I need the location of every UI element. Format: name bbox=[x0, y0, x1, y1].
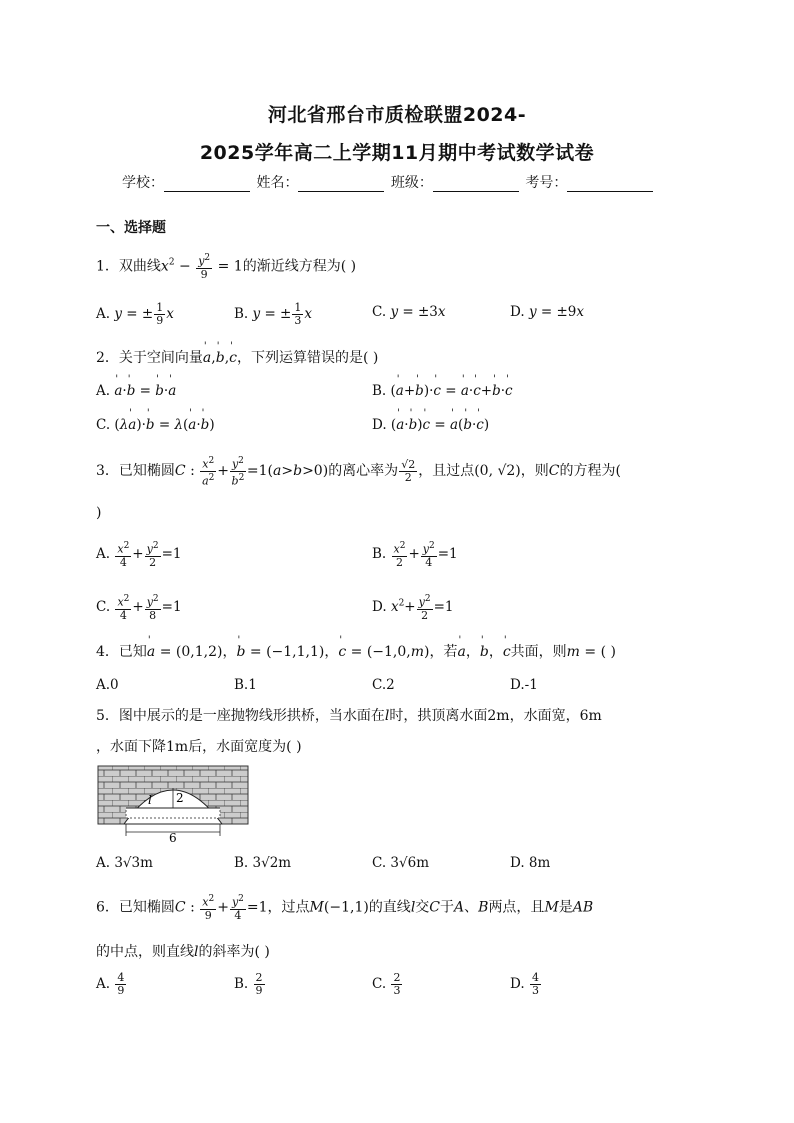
q1-prefix: 1．双曲线 bbox=[96, 258, 161, 275]
name-blank[interactable] bbox=[298, 177, 384, 192]
q4-option-c[interactable]: C.2 bbox=[372, 677, 395, 693]
question-3-stem: 3．已知椭圆C : $\frac{x^2}{a^2}$ + $\frac{y^2}{b^2}$ =1(a>b>0)的离心率为 $\frac{√2}{2}$ ，且过点(0, √2)，则C的方程为( bbox=[96, 456, 621, 488]
arch-bridge-figure bbox=[96, 764, 250, 844]
q3-option-c[interactable]: C. $\frac{x^2}{4}$ + $\frac{y^2}{8}$ =1 bbox=[96, 594, 182, 622]
q2-option-b[interactable]: B. (' a+' b)·' c = ' a·' c+' b·' c bbox=[372, 383, 513, 399]
q3-option-b[interactable]: B. $\frac{x^2}{2}$ + $\frac{y^2}{4}$ =1 bbox=[372, 541, 458, 569]
question-1-stem: 1．双曲线$x^2$ − $\frac{y^2}{9}$ = 1的渐近线方程为( ) bbox=[96, 253, 357, 281]
title-line-2: 2025学年高二上学期11月期中考试数学试卷 bbox=[199, 142, 595, 164]
q1-option-d[interactable]: D. y = ±9x bbox=[510, 304, 584, 320]
name-label: 姓名： bbox=[256, 175, 299, 191]
height-label: 2 bbox=[176, 791, 184, 805]
q1-option-b[interactable]: B. y = ± $\frac{1}{3}$ x bbox=[234, 301, 312, 327]
class-blank[interactable] bbox=[433, 177, 519, 192]
exam-number-label: 考号： bbox=[525, 175, 568, 191]
q2-prefix: 2．关于空间向量 bbox=[96, 350, 203, 366]
question-6-line-2: 的中点，则直线l的斜率为( ) bbox=[96, 944, 270, 960]
q5-option-d[interactable]: D. 8m bbox=[510, 855, 551, 871]
section-heading: 一、选择题 bbox=[96, 220, 166, 236]
q5-option-b[interactable]: B. 3√2m bbox=[234, 855, 292, 871]
water-line-label: l bbox=[148, 793, 152, 807]
q2-option-d[interactable]: D. (' a·' b)' c = ' a(' b·' c) bbox=[372, 417, 489, 433]
q1-option-a[interactable]: A. y = ± $\frac{1}{9}$ x bbox=[96, 301, 174, 327]
q3-stem-line-2: ) bbox=[96, 505, 102, 521]
school-blank[interactable] bbox=[164, 177, 250, 192]
q4-prefix: 4．已知 bbox=[96, 644, 147, 660]
q6-option-a[interactable]: A. $\frac{4}{9}$ bbox=[96, 971, 125, 997]
title-line-1: 河北省邢台市质检联盟2024- bbox=[267, 104, 527, 126]
q2-suffix: ，下列运算错误的是( ) bbox=[237, 350, 379, 366]
q6-option-b[interactable]: B. $\frac{2}{9}$ bbox=[234, 971, 263, 997]
q4-option-b[interactable]: B.1 bbox=[234, 677, 257, 693]
water-surface bbox=[126, 808, 220, 818]
q3-option-a[interactable]: A. $\frac{x^2}{4}$ + $\frac{y^2}{2}$ =1 bbox=[96, 541, 182, 569]
school-label: 学校： bbox=[122, 175, 164, 191]
question-5-line-2: ，水面下降1m后，水面宽度为( ) bbox=[96, 739, 302, 755]
q6-option-c[interactable]: C. $\frac{2}{3}$ bbox=[372, 971, 401, 997]
q4-option-a[interactable]: A.0 bbox=[96, 677, 119, 693]
q3-option-d[interactable]: D. $x^2+$ $\frac{y^2}{2}$ =1 bbox=[372, 594, 454, 622]
width-label: 6 bbox=[169, 831, 177, 844]
class-label: 班级： bbox=[390, 175, 433, 191]
question-5-line-1: 5．图中展示的是一座抛物线形拱桥，当水面在l时，拱顶离水面2m，水面宽，6m bbox=[96, 708, 602, 724]
q1-suffix: 的渐近线方程为( ) bbox=[242, 258, 357, 275]
question-2-stem: 2．关于空间向量' a,' b,' c，下列运算错误的是( ) bbox=[96, 347, 378, 367]
q6-option-d[interactable]: D. $\frac{4}{3}$ bbox=[510, 971, 539, 997]
q2-option-a[interactable]: A. ' a·' b = ' b·' a bbox=[96, 383, 176, 399]
student-info-row bbox=[122, 172, 655, 192]
q5-option-c[interactable]: C. 3√6m bbox=[372, 855, 430, 871]
q3-prefix: 3．已知椭圆 bbox=[96, 463, 175, 480]
exam-number-blank[interactable] bbox=[567, 177, 653, 192]
q5-option-a[interactable]: A. 3√3m bbox=[96, 855, 153, 871]
q2-option-c[interactable]: C. (λ' a)·' b = λ(' a·' b) bbox=[96, 417, 215, 433]
question-6-stem: 6．已知椭圆C : $\frac{x^2}{9}$ + $\frac{y^2}{4}$ =1，过点M(−1,1)的直线l交C于A、B两点，且M是AB bbox=[96, 894, 594, 922]
question-4-stem: 4．已知' a = (0,1,2)，' b = (−1,1,1)，' c = (−1,0,m)，若' a，' b，' c共面，则m = ( ) bbox=[96, 641, 616, 661]
q4-option-d[interactable]: D.-1 bbox=[510, 677, 538, 693]
q1-option-c[interactable]: C. y = ±3x bbox=[372, 304, 446, 320]
